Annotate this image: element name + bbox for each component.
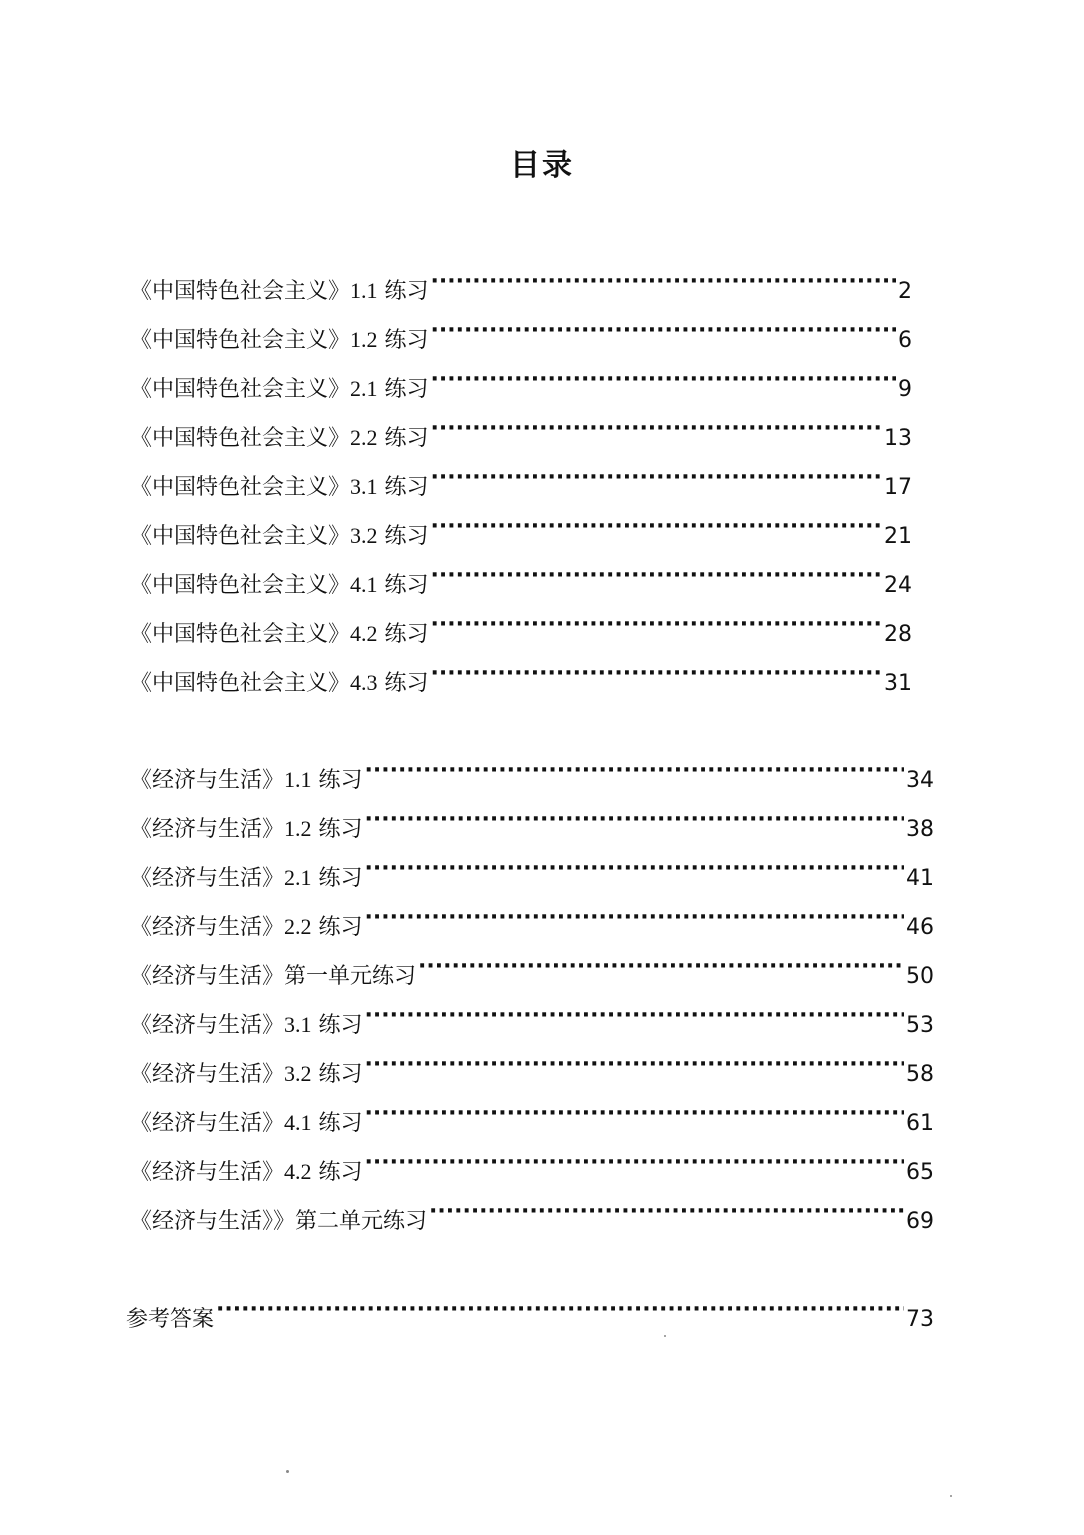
dot-leader	[365, 755, 904, 787]
toc-entry[interactable]	[130, 1196, 934, 1234]
toc-entry-title	[130, 911, 363, 944]
toc-entry[interactable]	[130, 560, 912, 598]
toc-lesson-number: 2.1	[284, 865, 312, 890]
toc-page-number: 50	[906, 964, 934, 989]
toc-entry-suffix: 练习	[311, 1111, 363, 1136]
toc-entry-title	[130, 471, 429, 504]
toc-page-number: 38	[906, 817, 934, 842]
dot-leader	[365, 1049, 904, 1081]
toc-entry-title	[130, 667, 429, 700]
toc-entry[interactable]	[130, 1000, 934, 1038]
toc-lesson-number: 3.2	[350, 523, 378, 548]
toc-entry-suffix: 练习	[311, 768, 363, 793]
toc-book-title: 《中国特色社会主义》	[130, 328, 351, 353]
toc-entry[interactable]	[130, 1049, 934, 1087]
toc-entry[interactable]	[130, 951, 934, 989]
toc-entry[interactable]	[130, 462, 912, 500]
toc-entry[interactable]	[130, 1147, 934, 1185]
toc-lesson-number: 4.2	[284, 1159, 312, 1184]
toc-lesson-number: 1.1	[350, 278, 378, 303]
toc-entry[interactable]	[130, 413, 912, 451]
toc-lesson-number: 1.2	[284, 816, 312, 841]
toc-book-title: 《经济与生活》	[130, 1013, 285, 1038]
dot-leader	[431, 560, 882, 592]
dot-leader	[431, 315, 896, 347]
toc-book-title: 《中国特色社会主义》	[130, 426, 351, 451]
toc-entry-suffix: 练习	[377, 377, 429, 402]
toc-book-title: 《中国特色社会主义》	[130, 622, 351, 647]
toc-entry-suffix: 练习	[311, 915, 363, 940]
toc-page-number: 53	[906, 1013, 934, 1038]
toc-entry-title	[130, 520, 429, 553]
toc-lesson-number: 1.1	[284, 767, 312, 792]
toc-entry-title	[130, 764, 363, 797]
toc-entry-title	[130, 1206, 427, 1238]
toc-book-title: 《经济与生活》	[130, 817, 285, 842]
toc-book-title: 《经济与生活》	[130, 1111, 285, 1136]
dot-leader	[429, 1196, 904, 1228]
toc-page-number: 17	[884, 475, 912, 500]
dot-leader	[431, 364, 896, 396]
toc-entry-suffix: 练习	[311, 1160, 363, 1185]
toc-lesson-number: 4.1	[350, 572, 378, 597]
toc-entry-suffix: 练习	[311, 866, 363, 891]
toc-entry-suffix: 练习	[377, 573, 429, 598]
toc-book-title: 《经济与生活》	[130, 915, 285, 940]
toc-page-number: 21	[884, 524, 912, 549]
toc-lesson-number: 4.2	[350, 621, 378, 646]
toc-entry[interactable]	[130, 364, 912, 402]
toc-entry-title	[130, 961, 416, 993]
toc-book-title: 《中国特色社会主义》	[130, 377, 351, 402]
toc-page-number: 65	[906, 1160, 934, 1185]
toc-lesson-number: 4.1	[284, 1110, 312, 1135]
toc-book-title: 《经济与生活》	[130, 1160, 285, 1185]
toc-book-title: 《经济与生活》	[130, 964, 285, 989]
dot-leader	[431, 266, 896, 298]
toc-page-number: 69	[906, 1209, 934, 1234]
toc-lesson-number: 1.2	[350, 327, 378, 352]
dot-leader	[431, 658, 882, 690]
dot-leader	[431, 511, 882, 543]
toc-lesson-number: 2.2	[350, 425, 378, 450]
toc-entry-suffix: 第一单元练习	[284, 964, 417, 989]
toc-entry[interactable]	[130, 1098, 934, 1136]
toc-book-title: 《中国特色社会主义》	[130, 524, 351, 549]
toc-entry[interactable]	[130, 853, 934, 891]
toc-book-title: 《经济与生活》	[130, 866, 285, 891]
dot-leader	[365, 853, 904, 885]
toc-lesson-number: 2.1	[350, 376, 378, 401]
toc-page-number: 9	[898, 377, 912, 402]
toc-entry-title	[130, 373, 429, 406]
dot-leader	[365, 1098, 904, 1130]
dot-leader	[365, 804, 904, 836]
toc-entry[interactable]	[130, 609, 912, 647]
toc-entry[interactable]	[130, 511, 912, 549]
toc-entry-suffix: 练习	[377, 524, 429, 549]
toc-book-title: 《经济与生活》	[130, 1062, 285, 1087]
toc-lesson-number: 3.2	[284, 1061, 312, 1086]
toc-book-title: 《中国特色社会主义》	[130, 475, 351, 500]
toc-entry[interactable]	[130, 902, 934, 940]
toc-entry-answers[interactable]	[126, 1294, 934, 1332]
toc-entry-title	[130, 862, 363, 895]
toc-entry-suffix: 练习	[311, 1062, 363, 1087]
toc-page-number: 58	[906, 1062, 934, 1087]
dot-leader	[431, 413, 882, 445]
toc-entry-suffix: 练习	[377, 475, 429, 500]
toc-entry-suffix: 练习	[377, 426, 429, 451]
toc-entry-suffix: 第二单元练习	[295, 1209, 428, 1234]
toc-entry-title	[130, 1156, 363, 1189]
toc-entry-suffix: 练习	[377, 622, 429, 647]
toc-page-number: 46	[906, 915, 934, 940]
toc-book-title: 《经济与生活》》	[130, 1209, 296, 1234]
toc-entry-title	[130, 275, 429, 308]
toc-page-number: 61	[906, 1111, 934, 1136]
toc-entry[interactable]	[130, 315, 912, 353]
toc-page-number: 28	[884, 622, 912, 647]
toc-book-title: 《经济与生活》	[130, 768, 285, 793]
dot-leader	[418, 951, 904, 983]
toc-entry-title	[130, 813, 363, 846]
toc-book-title: 《中国特色社会主义》	[130, 279, 351, 304]
toc-entry[interactable]	[130, 755, 934, 793]
toc-lesson-number: 3.1	[284, 1012, 312, 1037]
toc-page-number: 34	[906, 768, 934, 793]
toc-entry[interactable]	[130, 658, 912, 696]
toc-entry-title	[130, 324, 429, 357]
toc-page-number: 6	[898, 328, 912, 353]
toc-lesson-number: 2.2	[284, 914, 312, 939]
toc-page-number: 31	[884, 671, 912, 696]
toc-lesson-number: 3.1	[350, 474, 378, 499]
toc-book-title: 《中国特色社会主义》	[130, 671, 351, 696]
toc-page-number: 41	[906, 866, 934, 891]
toc-entry-suffix: 练习	[377, 279, 429, 304]
dot-leader	[431, 609, 882, 641]
toc-entry-suffix: 练习	[311, 1013, 363, 1038]
toc-answers-label: 参考答案	[126, 1307, 215, 1332]
dot-leader	[216, 1294, 904, 1326]
toc-entry-title	[130, 618, 429, 651]
scan-speck	[664, 1335, 666, 1337]
toc-entry-title	[130, 1009, 363, 1042]
toc-lesson-number: 4.3	[350, 670, 378, 695]
toc-entry-suffix: 练习	[377, 328, 429, 353]
page-title: 目录	[510, 148, 574, 183]
toc-entry-title	[130, 422, 429, 455]
toc-page-number: 13	[884, 426, 912, 451]
toc-entry-title	[130, 1058, 363, 1091]
toc-entry-suffix: 练习	[311, 817, 363, 842]
dot-leader	[365, 1147, 904, 1179]
toc-entry-suffix: 练习	[377, 671, 429, 696]
dot-leader	[431, 462, 882, 494]
dot-leader	[365, 1000, 904, 1032]
toc-entry-title	[130, 1107, 363, 1140]
toc-page-number: 24	[884, 573, 912, 598]
toc-entry[interactable]	[130, 266, 912, 304]
toc-entry[interactable]	[130, 804, 934, 842]
toc-entry-title	[130, 569, 429, 602]
toc-book-title: 《中国特色社会主义》	[130, 573, 351, 598]
scan-speck	[286, 1470, 289, 1473]
dot-leader	[365, 902, 904, 934]
toc-page-number: 73	[906, 1307, 934, 1332]
toc-page-number: 2	[898, 279, 912, 304]
scan-speck	[950, 1495, 952, 1497]
